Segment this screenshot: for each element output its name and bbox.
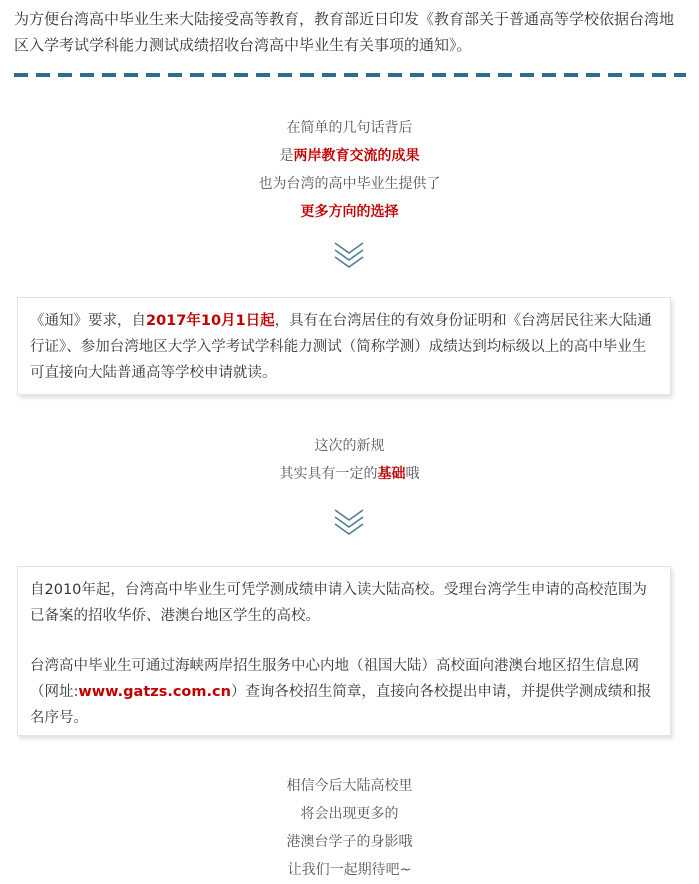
notice-box: [17, 297, 671, 395]
highlight-more-choices: 更多方向的选择: [300, 204, 399, 220]
effective-date: 2017年10月1日起: [146, 313, 275, 329]
section-3: [0, 772, 699, 884]
background-box: [17, 566, 671, 736]
background-paragraph-1: 自2010年起，台湾高中毕业生可凭学测成绩申请入读大陆高校。受理台湾学生申请的高校范围为已备案的招收华侨、港澳台地区学生的高校。: [30, 582, 647, 624]
section-2-line-1: 这次的新规: [314, 438, 385, 454]
website-link[interactable]: www.gatzs.com.cn: [78, 684, 231, 700]
dashed-divider: [14, 73, 686, 77]
section-1: [0, 114, 699, 226]
section-3-line-4: 让我们一起期待吧~: [287, 862, 412, 878]
section-2: [0, 432, 699, 488]
notice-paragraph: 《通知》要求，自2017年10月1日起，具有在台湾居住的有效身份证明和《台湾居民往来大陆通行证》、参加台湾地区大学入学考试学科能力测试（简称学测）成绩达到均标级以上的高中毕业生可直接向大陆普通高等学校申请就读。: [30, 313, 652, 381]
double-chevron-down-icon: [332, 505, 366, 535]
section-3-line-3: 港澳台学子的身影哦: [286, 834, 413, 850]
highlight-exchange-result: 两岸教育交流的成果: [293, 148, 420, 164]
intro-paragraph: 为方便台湾高中毕业生来大陆接受高等教育，教育部近日印发《教育部关于普通高等学校依据台湾地区入学考试学科能力测试成绩招收台湾高中毕业生有关事项的通知》。: [14, 10, 675, 54]
double-chevron-down-icon: [332, 238, 366, 268]
section-1-line-2: 是两岸教育交流的成果: [279, 148, 420, 164]
section-3-line-1: 相信今后大陆高校里: [286, 778, 413, 794]
section-1-line-3: 也为台湾的高中毕业生提供了: [258, 176, 441, 192]
background-paragraph-2: 台湾高中毕业生可通过海峡两岸招生服务中心内地（祖国大陆）高校面向港澳台地区招生信息网（网址:www.gatzs.com.cn）查询各校招生简章，直接向各校提出申请，并提供学测成绩和报名序号。: [30, 658, 652, 726]
highlight-foundation: 基础: [377, 466, 406, 482]
section-3-line-2: 将会出现更多的: [300, 806, 399, 822]
section-1-line-1: 在简单的几句话背后: [286, 120, 413, 136]
section-2-line-2: 其实具有一定的基础哦: [279, 466, 420, 482]
